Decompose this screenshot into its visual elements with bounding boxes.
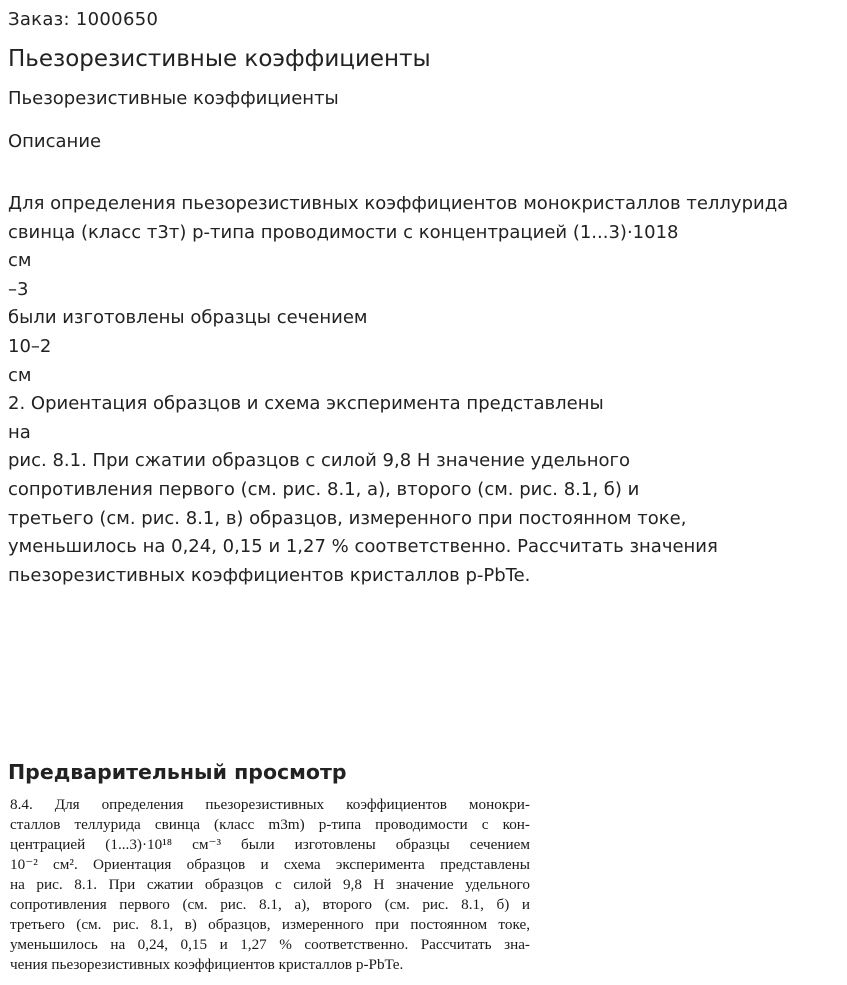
description-line: третьего (см. рис. 8.1, в) образцов, измеренного при постоянном токе, — [8, 507, 687, 529]
description-heading: Описание — [8, 131, 102, 152]
description-line: уменьшилось на 0,24, 0,15 и 1,27 % соответственно. Рассчитать значения — [8, 536, 718, 558]
preview-line: уменьшилось на 0,24, 0,15 и 1,27 % соответственно. Рассчитать зна- — [10, 936, 530, 953]
page-title: Пьезорезистивные коэффициенты — [8, 46, 431, 72]
description-line: сопротивления первого (см. рис. 8.1, а), второго (см. рис. 8.1, б) и — [8, 478, 640, 500]
description-line: 2. Ориентация образцов и схема эксперимента представлены — [8, 393, 604, 415]
description-line: –3 — [8, 278, 29, 300]
description-line: свинца (класс т3т) р-типа проводимости с концентрацией (1...3)·1018 — [8, 221, 679, 243]
preview-line: сталлов теллурида свинца (класс m3m) p-типа проводимости с кон- — [10, 816, 530, 833]
description-line: рис. 8.1. При сжатии образцов с силой 9,8 Н значение удельного — [8, 450, 631, 472]
preview-image — [10, 795, 530, 980]
preview-heading: Предварительный просмотр — [8, 760, 347, 784]
description-line: см — [8, 364, 32, 386]
preview-line: на рис. 8.1. При сжатии образцов с силой 9,8 Н значение удельного — [10, 876, 530, 893]
preview-line: чения пьезорезистивных коэффициентов кристаллов p-PbTe. — [10, 956, 404, 973]
page-subtitle: Пьезорезистивные коэффициенты — [8, 88, 339, 109]
preview-line: центрацией (1...3)·10¹⁸ см⁻³ были изготовлены образцы сечением — [10, 836, 530, 853]
description-line: 10–2 — [8, 335, 52, 357]
preview-line: 8.4. Для определения пьезорезистивных коэффициентов монокри- — [10, 796, 530, 813]
preview-line: третьего (см. рис. 8.1, в) образцов, измеренного при постоянном токе, — [10, 916, 530, 933]
description-text — [8, 190, 843, 590]
description-line: на — [8, 421, 31, 443]
preview-line: 10⁻² см². Ориентация образцов и схема эксперимента представлены — [10, 856, 530, 873]
description-line: Для определения пьезорезистивных коэффициентов монокристаллов теллурида — [8, 193, 789, 214]
description-line: пьезорезистивных коэффициентов кристаллов p-PbTe. — [8, 564, 531, 586]
preview-line: сопротивления первого (см. рис. 8.1, а), второго (см. рис. 8.1, б) и — [10, 896, 530, 913]
description-line: были изготовлены образцы сечением — [8, 307, 368, 329]
order-number: Заказ: 1000650 — [8, 9, 159, 30]
description-line: см — [8, 250, 32, 272]
